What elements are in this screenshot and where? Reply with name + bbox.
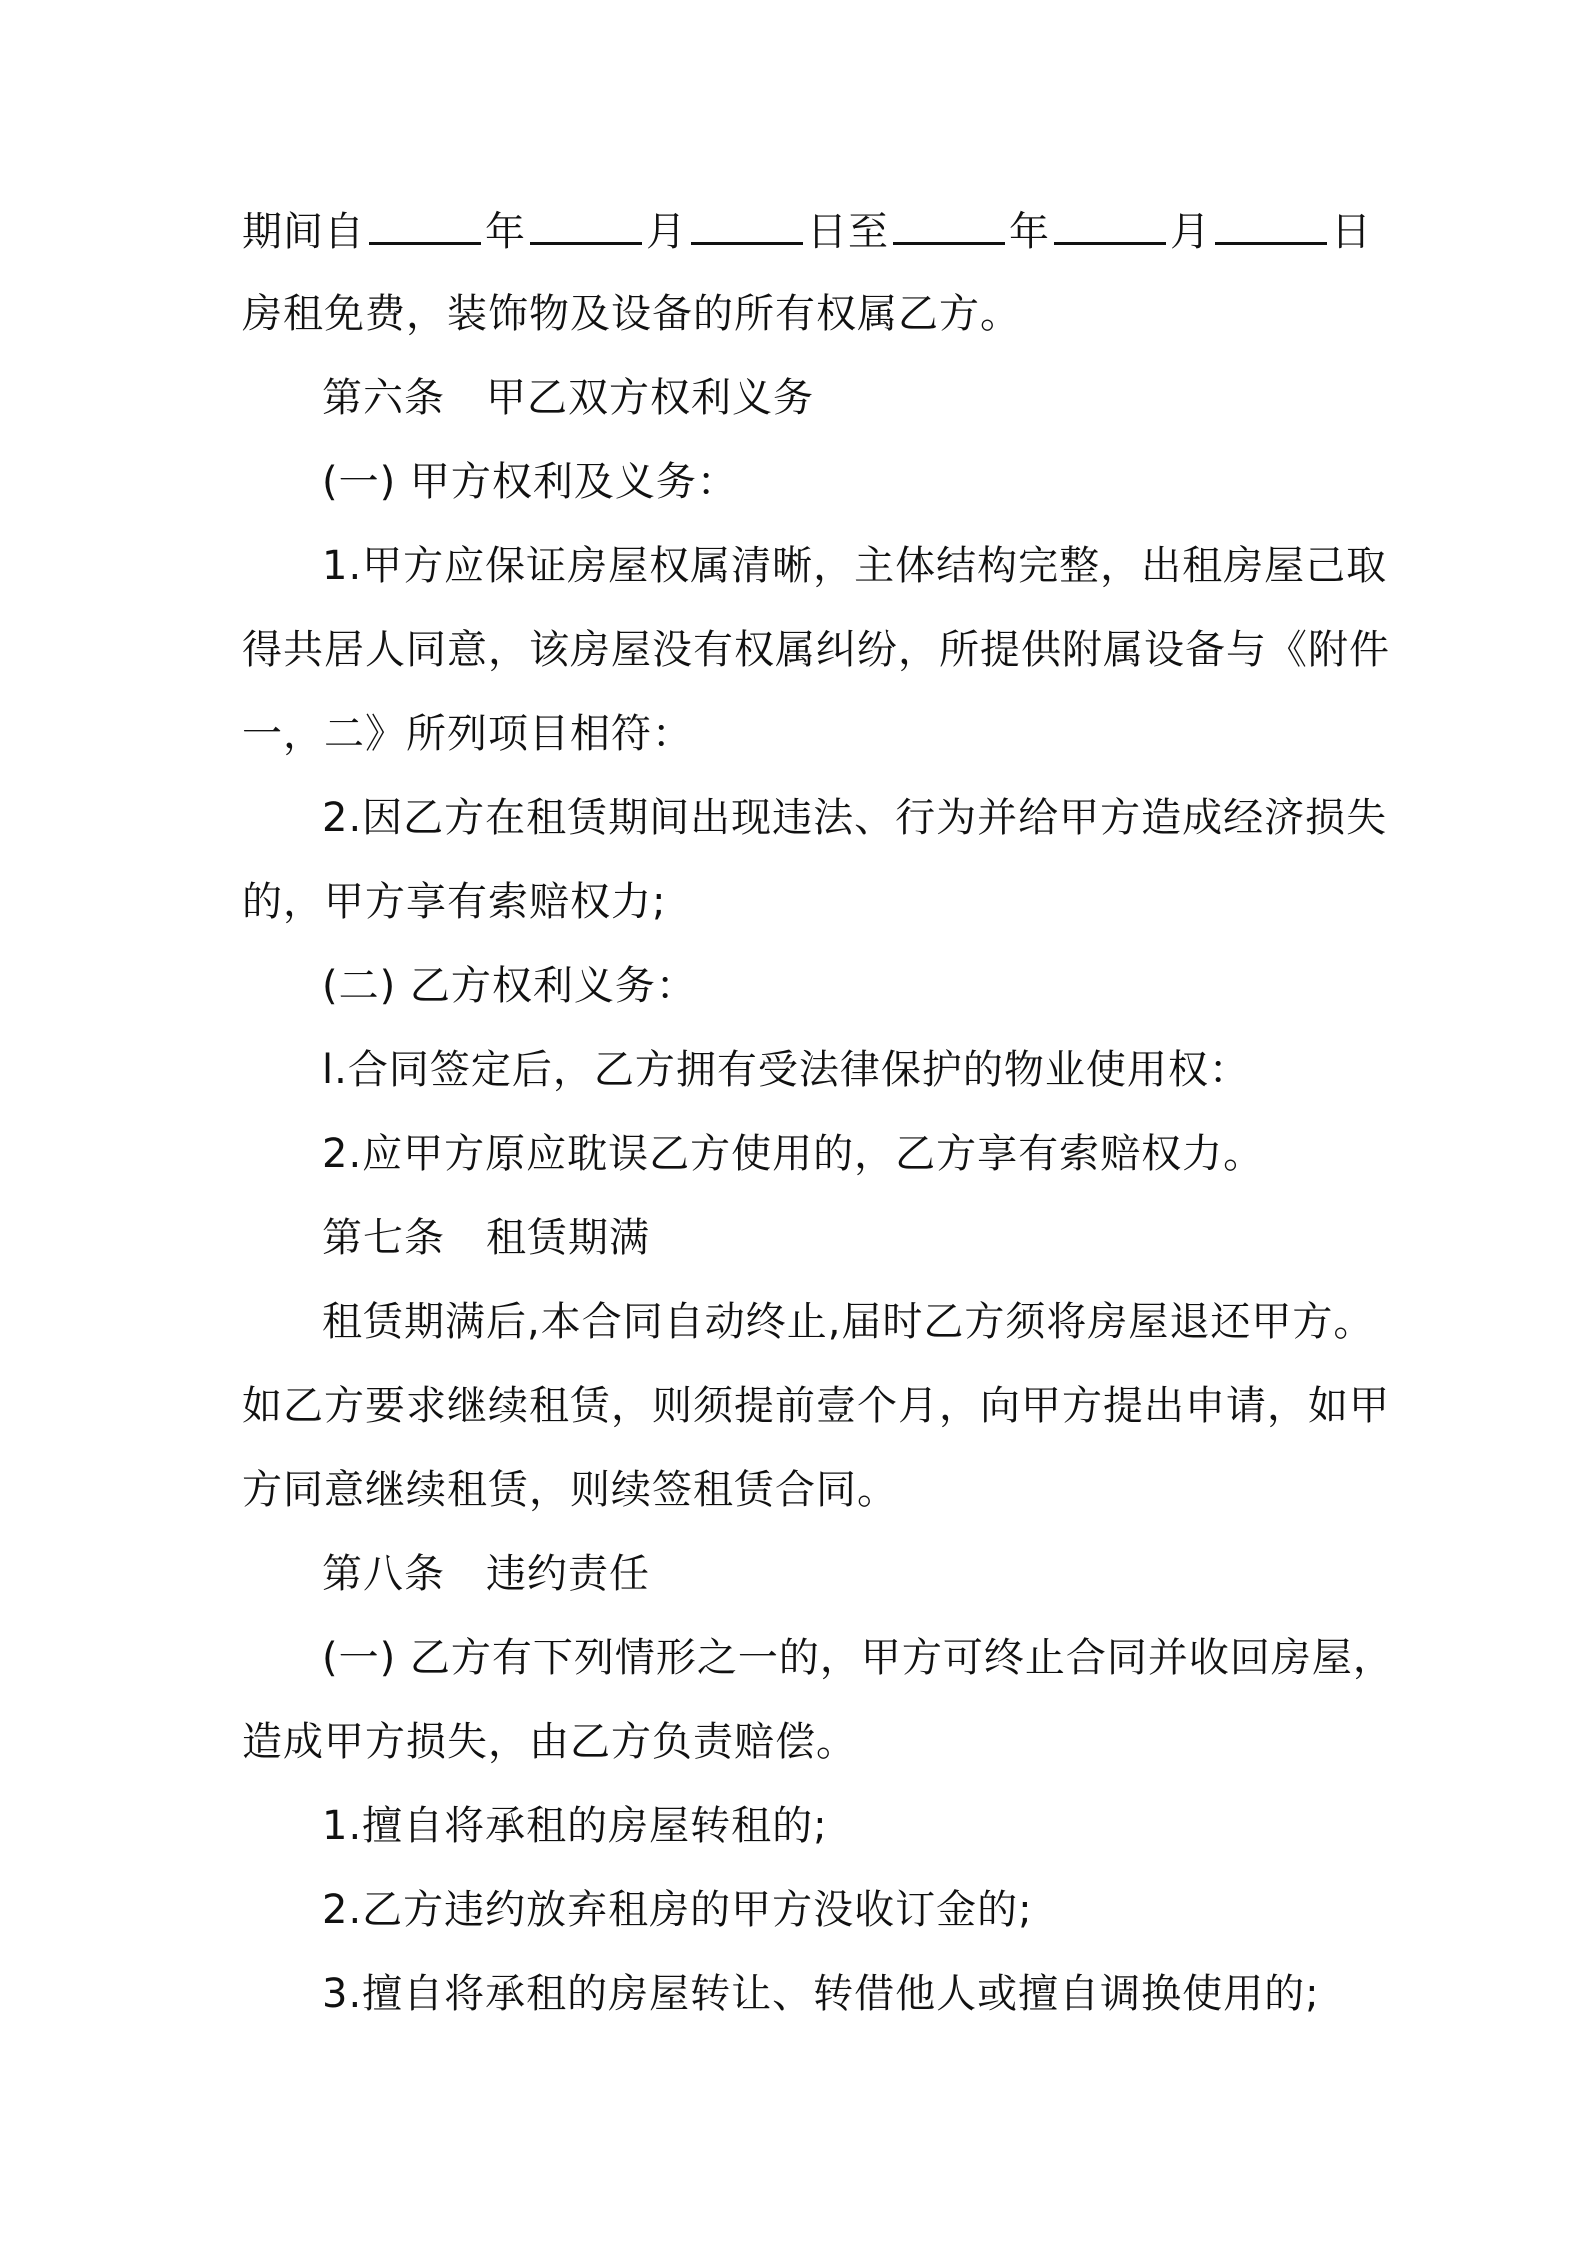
body-line: 如乙方要求继续租赁，则须提前壹个月，向甲方提出申请，如甲 [242, 1383, 1390, 1429]
period-month-1: 月 [646, 209, 687, 255]
period-year-1: 年 [485, 209, 526, 255]
article-heading: 第八条 违约责任 [322, 1551, 650, 1597]
period-year-2: 年 [1009, 209, 1050, 255]
body-line: 的，甲方享有索赔权力; [242, 879, 667, 925]
period-day-1-to: 日至 [807, 209, 889, 255]
period-prefix: 期间自 [242, 209, 365, 255]
blank-month-2 [1054, 202, 1166, 245]
body-line: 1.甲方应保证房屋权属清晰，主体结构完整，出租房屋己取 [322, 543, 1388, 589]
body-line: l.合同签定后，乙方拥有受法律保护的物业使用权： [322, 1047, 1250, 1093]
blank-year-1 [369, 202, 481, 245]
period-month-2: 月 [1170, 209, 1211, 255]
rental-period-line [242, 202, 1372, 260]
list-item: 3.擅自将承租的房屋转让、转借他人或擅自调换使用的; [322, 1971, 1320, 2017]
section-heading: (一) 甲方权利及义务： [322, 459, 738, 505]
blank-day-2 [1215, 202, 1327, 245]
section-heading: (一) 乙方有下列情形之一的，甲方可终止合同并收回房屋， [322, 1635, 1394, 1681]
section-heading: (二) 乙方权利义务： [322, 963, 697, 1009]
article-heading: 第六条 甲乙双方权利义务 [322, 375, 814, 421]
body-line: 造成甲方损失，由乙方负责赔偿。 [242, 1719, 857, 1765]
body-line: 租赁期满后,本合同自动终止,届时乙方须将房屋退还甲方。 [322, 1299, 1375, 1345]
body-line: 2.应甲方原应耽误乙方使用的，乙方享有索赔权力。 [322, 1131, 1265, 1177]
body-line: 房租免费，装饰物及设备的所有权属乙方。 [242, 291, 1021, 337]
body-line: 方同意继续租赁，则续签租赁合同。 [242, 1467, 898, 1513]
list-item: 1.擅自将承租的房屋转租的; [322, 1803, 828, 1849]
body-line: 2.因乙方在租赁期间出现违法、行为并给甲方造成经济损失 [322, 795, 1388, 841]
blank-month-1 [530, 202, 642, 245]
blank-day-1 [691, 202, 803, 245]
blank-year-2 [893, 202, 1005, 245]
list-item: 2.乙方违约放弃租房的甲方没收订金的; [322, 1887, 1033, 1933]
article-heading: 第七条 租赁期满 [322, 1215, 650, 1261]
period-day-2: 日 [1331, 209, 1372, 255]
body-line: 一，二》所列项目相符： [242, 711, 693, 757]
body-line: 得共居人同意，该房屋没有权属纠纷，所提供附属设备与《附件 [242, 627, 1390, 673]
